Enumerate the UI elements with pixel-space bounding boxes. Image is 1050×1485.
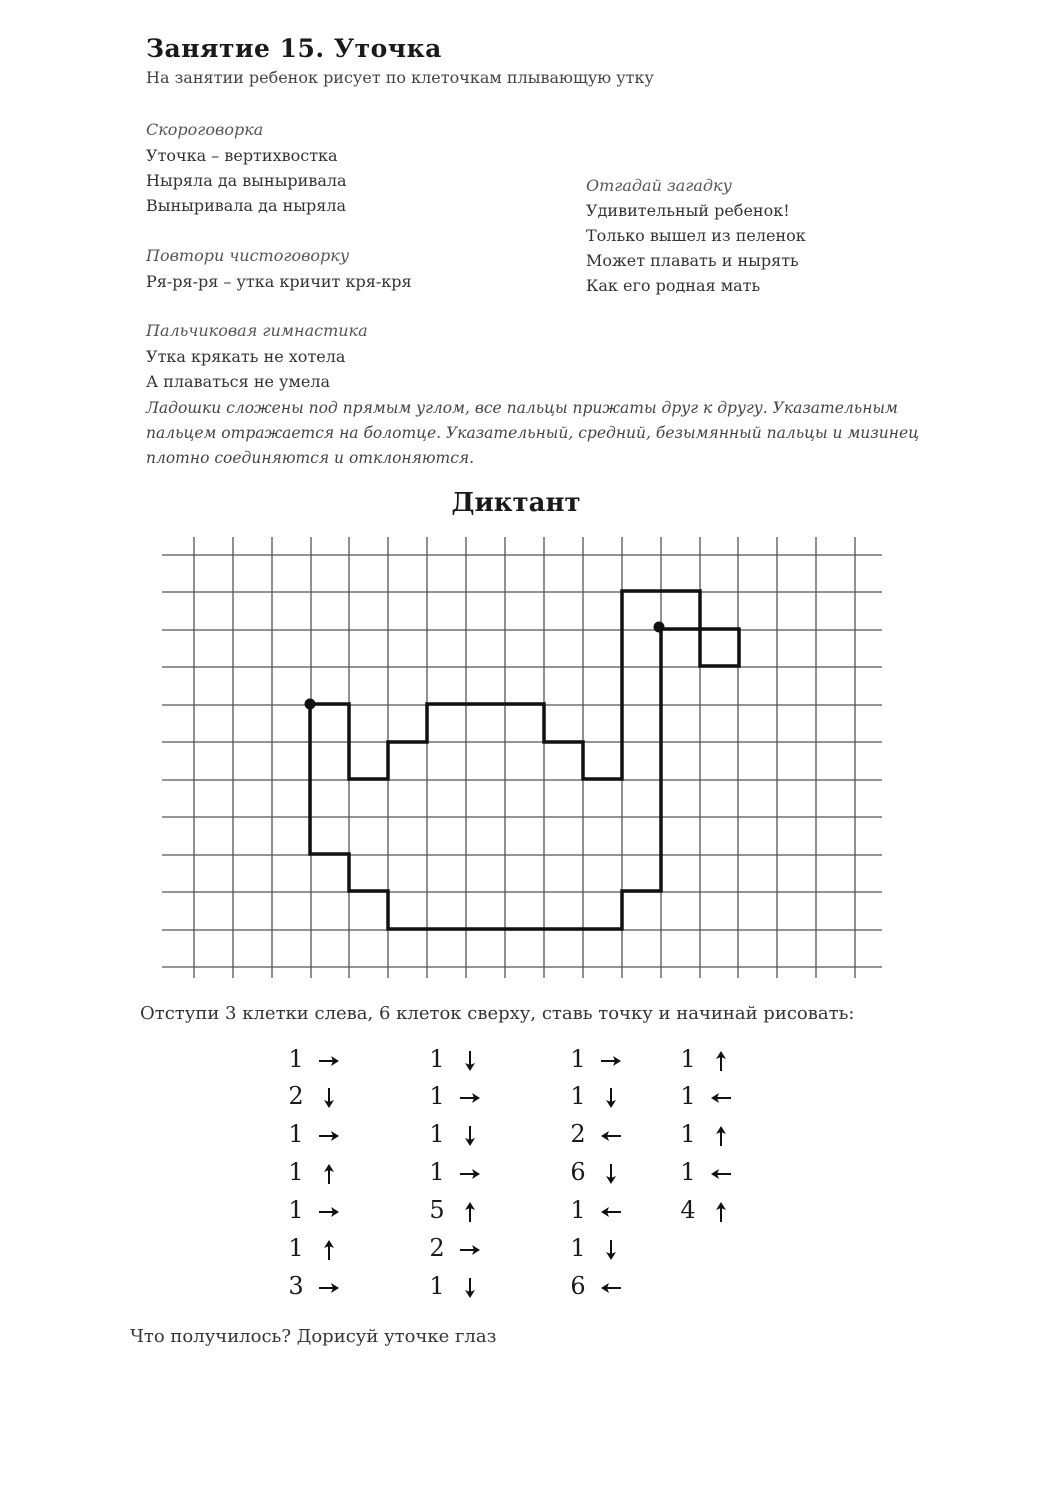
arrow-up-icon — [706, 1121, 736, 1151]
step-4-4 — [676, 1158, 756, 1188]
gymnastics-description: Ладошки сложены под прямым углом, все пальцы прижаты друг к другу. Указательным пальцем отражается на болотце. Указательный, средний, безымянный пальцы и мизинец плотно соединяются и отклоняются. — [146, 399, 919, 467]
arrow-right-icon — [314, 1273, 344, 1303]
step-2-1 — [425, 1045, 505, 1075]
step-1-6 — [284, 1234, 364, 1264]
dictation-grid — [160, 533, 885, 983]
arrow-up-icon — [706, 1197, 736, 1227]
step-3-6 — [566, 1234, 646, 1264]
step-3-1 — [566, 1045, 646, 1075]
arrow-right-icon — [314, 1121, 344, 1151]
arrow-right-icon — [314, 1197, 344, 1227]
step-count: 1 — [429, 1045, 445, 1073]
step-count: 1 — [680, 1158, 696, 1186]
step-4-3 — [676, 1120, 756, 1150]
step-count: 1 — [288, 1234, 304, 1262]
start-point — [305, 699, 316, 710]
step-count: 4 — [680, 1196, 696, 1224]
step-count: 2 — [288, 1082, 304, 1110]
arrow-left-icon — [706, 1083, 736, 1113]
step-3-4 — [566, 1158, 646, 1188]
poem-line: Уточка – вертихвостка — [146, 146, 338, 165]
step-3-3 — [566, 1120, 646, 1150]
step-count: 2 — [429, 1234, 445, 1262]
arrow-up-icon — [706, 1046, 736, 1076]
step-count: 1 — [570, 1234, 586, 1262]
poem-line: А плаваться не умела — [146, 372, 331, 391]
arrow-down-icon — [596, 1235, 626, 1265]
step-count: 3 — [288, 1272, 304, 1300]
poem-line: Ря-ря-ря – утка кричит кря-кря — [146, 272, 412, 291]
arrow-left-icon — [596, 1273, 626, 1303]
poem-line: Утка крякать не хотела — [146, 347, 346, 366]
arrow-right-icon — [596, 1046, 626, 1076]
arrow-up-icon — [314, 1235, 344, 1265]
lesson-subtitle: На занятии ребенок рисует по клеточкам плывающую утку — [146, 68, 654, 87]
arrow-down-icon — [455, 1046, 485, 1076]
step-1-3 — [284, 1120, 364, 1150]
riddle-line: Как его родная мать — [586, 276, 761, 295]
step-count: 2 — [570, 1120, 586, 1148]
skorogovorka-heading: Скороговорка — [146, 120, 264, 139]
step-4-5 — [676, 1196, 756, 1226]
riddle-line: Только вышел из пеленок — [586, 226, 806, 245]
step-count: 6 — [570, 1272, 586, 1300]
dictation-instruction: Отступи 3 клетки слева, 6 клеток сверху, ставь точку и начинай рисовать: — [140, 1003, 855, 1024]
arrow-down-icon — [596, 1083, 626, 1113]
step-count: 1 — [570, 1045, 586, 1073]
arrow-down-icon — [596, 1159, 626, 1189]
step-count: 6 — [570, 1158, 586, 1186]
step-4-2 — [676, 1082, 756, 1112]
lesson-title: Занятие 15. Уточка — [146, 34, 442, 63]
riddle-line: Может плавать и нырять — [586, 251, 799, 270]
step-2-7 — [425, 1272, 505, 1302]
arrow-left-icon — [596, 1121, 626, 1151]
arrow-up-icon — [455, 1197, 485, 1227]
step-2-4 — [425, 1158, 505, 1188]
step-3-7 — [566, 1272, 646, 1302]
step-count: 1 — [680, 1120, 696, 1148]
step-1-7 — [284, 1272, 364, 1302]
arrow-right-icon — [455, 1235, 485, 1265]
arrow-down-icon — [455, 1273, 485, 1303]
poem-line: Выныривала да ныряла — [146, 196, 347, 215]
step-count: 1 — [680, 1045, 696, 1073]
step-1-1 — [284, 1045, 364, 1075]
arrow-left-icon — [596, 1197, 626, 1227]
arrow-up-icon — [314, 1159, 344, 1189]
arrow-right-icon — [314, 1046, 344, 1076]
arrow-down-icon — [314, 1083, 344, 1113]
step-4-1 — [676, 1045, 756, 1075]
chistogovorka-heading: Повтори чистоговорку — [146, 246, 350, 265]
step-1-2 — [284, 1082, 364, 1112]
step-count: 1 — [288, 1045, 304, 1073]
step-count: 1 — [429, 1272, 445, 1300]
step-3-5 — [566, 1196, 646, 1226]
arrow-right-icon — [455, 1159, 485, 1189]
riddle-line: Удивительный ребенок! — [586, 201, 790, 220]
step-count: 1 — [288, 1158, 304, 1186]
step-count: 1 — [288, 1120, 304, 1148]
step-2-2 — [425, 1082, 505, 1112]
step-count: 1 — [680, 1082, 696, 1110]
step-count: 1 — [429, 1082, 445, 1110]
zagadka-heading: Отгадай загадку — [586, 176, 732, 195]
footer-question: Что получилось? Дорисуй уточке глаз — [130, 1326, 497, 1347]
step-1-4 — [284, 1158, 364, 1188]
step-count: 5 — [429, 1196, 445, 1224]
step-2-3 — [425, 1120, 505, 1150]
step-count: 1 — [570, 1082, 586, 1110]
duck-outline — [310, 591, 739, 929]
step-count: 1 — [570, 1196, 586, 1224]
step-1-5 — [284, 1196, 364, 1226]
step-count: 1 — [288, 1196, 304, 1224]
gymnastics-heading: Пальчиковая гимнастика — [146, 321, 368, 340]
dictation-heading: Диктант — [451, 488, 581, 518]
step-count: 1 — [429, 1120, 445, 1148]
grid-lines — [162, 537, 885, 978]
arrow-right-icon — [455, 1083, 485, 1113]
step-2-5 — [425, 1196, 505, 1226]
duck-eye — [654, 622, 665, 633]
step-3-2 — [566, 1082, 646, 1112]
step-count: 1 — [429, 1158, 445, 1186]
arrow-left-icon — [706, 1159, 736, 1189]
step-2-6 — [425, 1234, 505, 1264]
arrow-down-icon — [455, 1121, 485, 1151]
poem-line: Ныряла да выныривала — [146, 171, 347, 190]
